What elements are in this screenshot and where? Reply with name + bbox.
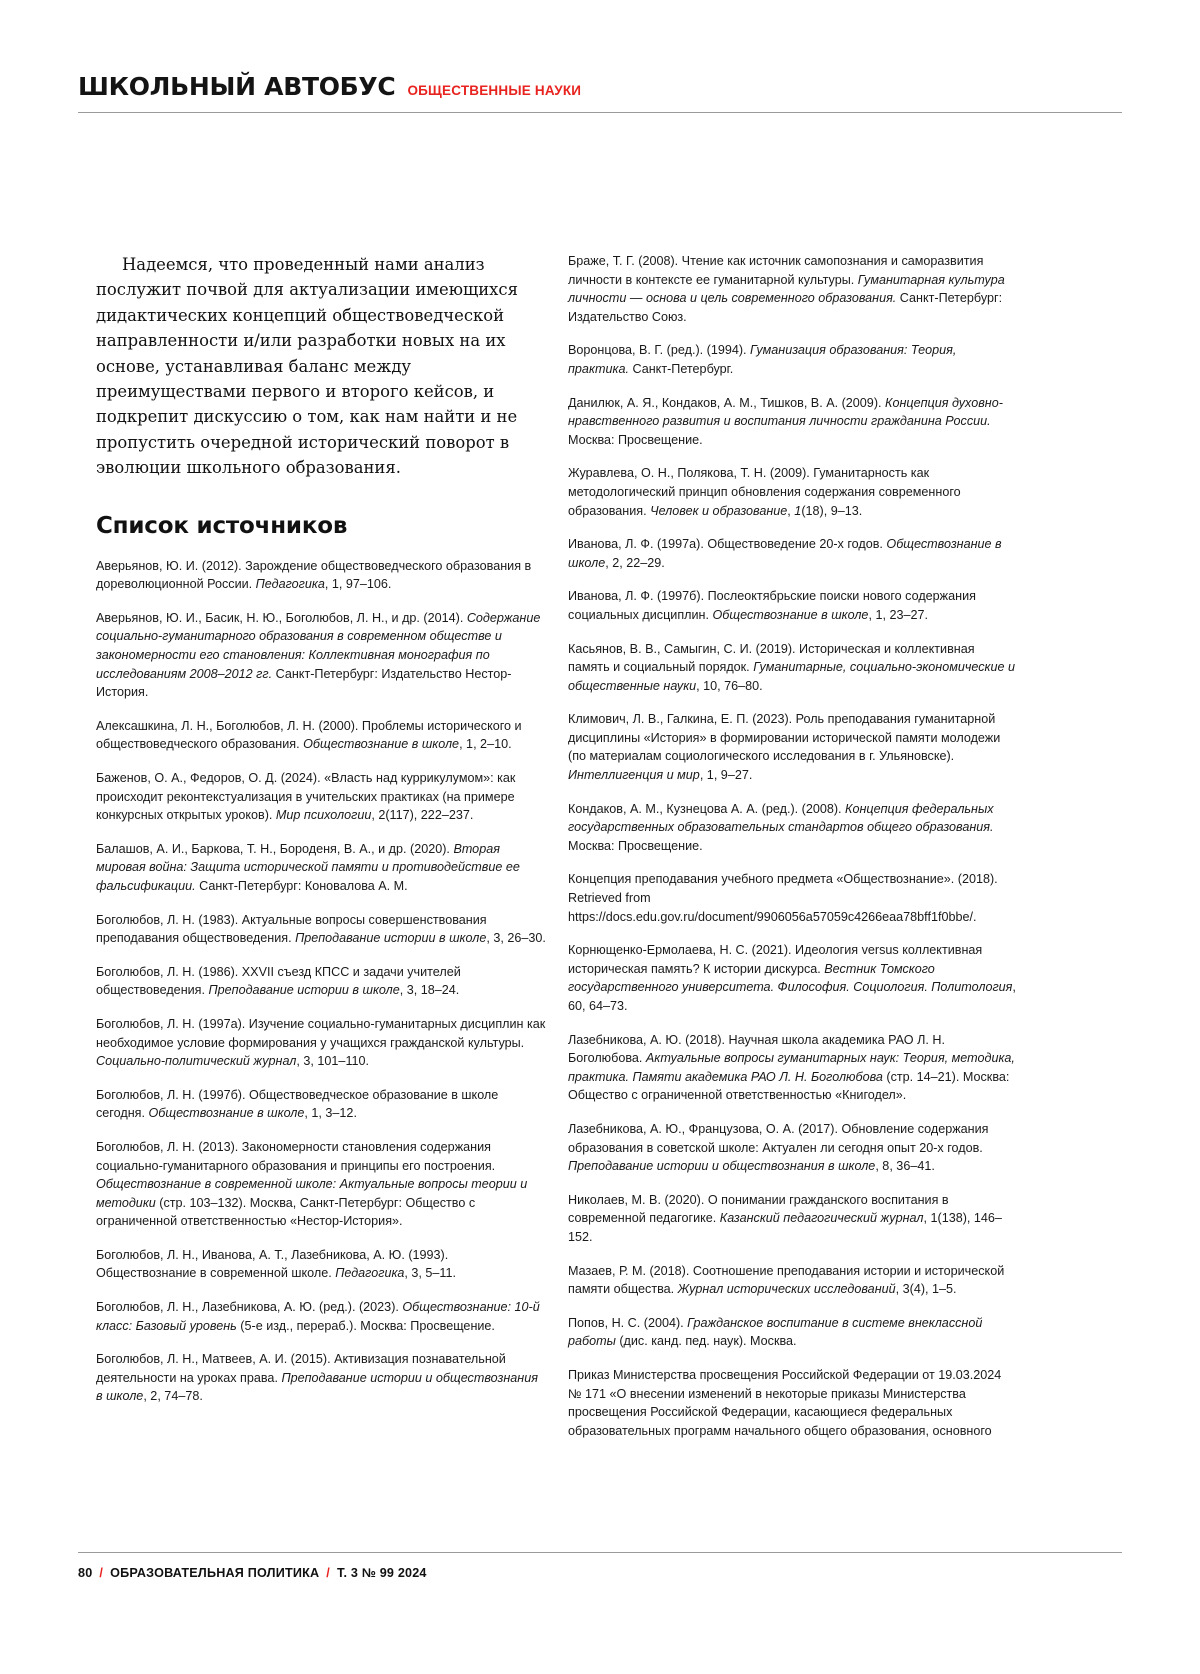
reference-entry bbox=[568, 1031, 1018, 1105]
reference-entry bbox=[568, 464, 1018, 520]
reference-text-segment: , 8, 36–41. bbox=[875, 1159, 935, 1174]
reference-italic-segment: Гуманитарные, социально-экономические и общественные науки bbox=[568, 660, 1015, 693]
reference-italic-segment: Педагогика bbox=[335, 1266, 405, 1281]
reference-italic-segment: Человек и образование bbox=[650, 503, 788, 518]
reference-text-segment: (18), 9–13. bbox=[801, 503, 863, 518]
reference-entry bbox=[568, 800, 1018, 856]
reference-text-segment: , 1(138), 146–152. bbox=[568, 1211, 1002, 1244]
reference-italic-segment: Мир психологии bbox=[275, 808, 372, 823]
reference-italic-segment: Социально-политический журнал bbox=[96, 1054, 297, 1069]
reference-text-segment: Боголюбов, Л. Н. (1997б). Обществоведческое образование в школе сегодня. bbox=[96, 1087, 499, 1121]
reference-text-segment: Боголюбов, Л. Н. (1986). XXVII съезд КПСС и задачи учителей обществоведения. bbox=[96, 964, 461, 998]
reference-entry bbox=[96, 609, 546, 702]
reference-text-segment: , bbox=[787, 503, 795, 518]
reference-list-right bbox=[568, 252, 1018, 1440]
reference-text-segment: , 3, 26–30. bbox=[486, 931, 546, 946]
footer-page-number: 80 bbox=[78, 1566, 93, 1580]
reference-entry bbox=[568, 870, 1018, 926]
reference-entry bbox=[568, 394, 1018, 450]
reference-text-segment: (дис. канд. пед. наук). Москва. bbox=[615, 1334, 797, 1349]
reference-italic-segment: Обществознание в школе bbox=[148, 1106, 305, 1121]
reference-text-segment: , 1, 97–106. bbox=[324, 577, 392, 592]
reference-entry bbox=[96, 557, 546, 594]
reference-entry bbox=[96, 1350, 546, 1406]
reference-italic-segment: Журнал исторических исследований bbox=[677, 1282, 896, 1297]
page-header bbox=[78, 72, 1122, 101]
reference-text-segment: Воронцова, В. Г. (ред.). (1994). bbox=[568, 343, 751, 358]
reference-italic-segment: Преподавание истории в школе bbox=[208, 983, 400, 998]
reference-text-segment: , 3, 5–11. bbox=[404, 1266, 457, 1281]
reference-text-segment: Кондаков, А. М., Кузнецова А. А. (ред.). (2008). bbox=[568, 801, 846, 816]
reference-italic-segment: Преподавание истории и обществознания в школе bbox=[568, 1159, 876, 1174]
header-title: ШКОЛЬНЫЙ АВТОБУС bbox=[78, 72, 396, 101]
reference-text-segment: Корнющенко-Ермолаева, Н. С. (2021). Идеология versus коллективная историческая память? К истории дискурса. bbox=[568, 943, 983, 976]
header-divider bbox=[78, 112, 1122, 113]
reference-text-segment: Попов, Н. С. (2004). bbox=[568, 1315, 688, 1330]
reference-entry bbox=[568, 1262, 1018, 1299]
reference-italic-segment: Концепция духовно-нравственного развития и воспитания личности гражданина России. bbox=[568, 395, 1003, 429]
reference-text-segment: , 2, 74–78. bbox=[143, 1389, 203, 1404]
reference-entry bbox=[568, 535, 1018, 572]
reference-italic-segment: Гражданское воспитание в системе внеклассной работы bbox=[568, 1315, 983, 1349]
reference-entry bbox=[96, 1086, 546, 1123]
right-column bbox=[568, 252, 1018, 1455]
reference-text-segment: , 2(117), 222–237. bbox=[371, 808, 474, 823]
reference-text-segment: Лазебникова, А. Ю., Французова, О. А. (2017). Обновление содержания образования в советской школе: Актуален ли сегодня опыт 20-х годов. bbox=[568, 1121, 989, 1155]
reference-text-segment: , 1, 9–27. bbox=[699, 768, 753, 783]
reference-text-segment: , 3, 18–24. bbox=[399, 983, 460, 998]
reference-entry bbox=[568, 640, 1018, 696]
footer-journal-name: ОБРАЗОВАТЕЛЬНАЯ ПОЛИТИКА bbox=[110, 1566, 320, 1580]
reference-text-segment: Алексашкина, Л. Н., Боголюбов, Л. Н. (2000). Проблемы исторического и обществоведческого образования. bbox=[96, 718, 522, 752]
reference-italic-segment: Обществознание: 10-й класс: Базовый уровень bbox=[96, 1300, 540, 1333]
reference-text-segment: Иванова, Л. Ф. (1997а). Обществоведение 20-х годов. bbox=[568, 537, 887, 552]
reference-entry bbox=[568, 1120, 1018, 1176]
reference-entry bbox=[96, 840, 546, 896]
reference-text-segment: Мазаев, Р. М. (2018). Соотношение преподавания истории и исторической памяти общества. bbox=[568, 1263, 1005, 1297]
reference-text-segment: Касьянов, В. В., Самыгин, С. И. (2019). Историческая и коллективная память и социальный порядок. bbox=[568, 641, 975, 675]
reference-entry bbox=[568, 1314, 1018, 1351]
reference-entry bbox=[568, 941, 1018, 1015]
reference-text-segment: Санкт-Петербург: Коновалова А. М. bbox=[195, 878, 408, 893]
reference-text-segment: Москва: Просвещение. bbox=[568, 838, 703, 853]
header-subtitle: ОБЩЕСТВЕННЫЕ НАУКИ bbox=[407, 83, 582, 98]
reference-text-segment: , 3(4), 1–5. bbox=[895, 1282, 957, 1297]
reference-text-segment: Санкт-Петербург. bbox=[628, 361, 734, 376]
reference-italic-segment: Казанский педагогический журнал bbox=[719, 1211, 924, 1226]
section-title-sources: Список источников bbox=[96, 512, 348, 539]
reference-italic-segment: Преподавание истории в школе bbox=[295, 931, 487, 946]
reference-text-segment: Аверьянов, Ю. И., Басик, Н. Ю., Боголюбов, Л. Н., и др. (2014). bbox=[96, 610, 467, 625]
reference-italic-segment: Интеллигенция и мир bbox=[568, 768, 700, 783]
reference-text-segment: (5-е изд., перераб.). Москва: Просвещение. bbox=[236, 1318, 495, 1333]
reference-entry bbox=[96, 717, 546, 754]
reference-text-segment: , 1, 23–27. bbox=[868, 607, 928, 622]
reference-italic-segment: Концепция федеральных государственных образовательных стандартов общего образования. bbox=[568, 801, 994, 835]
reference-text-segment: Боголюбов, Л. Н. (1983). Актуальные вопросы совершенствования преподавания обществоведения. bbox=[96, 912, 487, 946]
reference-text-segment: (стр. 14–21). Москва: Общество с ограниченной ответственностью «Книгодел». bbox=[568, 1069, 1010, 1103]
footer-divider bbox=[78, 1552, 1122, 1553]
footer-volume: Т. 3 № 99 2024 bbox=[337, 1566, 427, 1580]
reference-italic-segment: Гуманизация образования: Теория, практика. bbox=[568, 343, 957, 376]
reference-text-segment: , 1, 2–10. bbox=[459, 737, 512, 752]
reference-text-segment: Браже, Т. Г. (2008). Чтение как источник самопознания и саморазвития личности в контексте ее гуманитарной культуры. bbox=[568, 254, 984, 287]
reference-text-segment: , 3, 101–110. bbox=[296, 1054, 370, 1069]
reference-text-segment: , 1, 3–12. bbox=[304, 1106, 357, 1121]
reference-italic-segment: Содержание социально-гуманитарного образования в современном обществе и закономерности его становления: Коллективная монография по исследованиям 2008–2012 гг. bbox=[96, 610, 541, 681]
reference-text-segment: Боголюбов, Л. Н. (1997а). Изучение социально-гуманитарных дисциплин как необходимое условие формирования у учащихся гражданской культуры. bbox=[96, 1016, 546, 1050]
reference-italic-segment: Обществознание в школе bbox=[303, 737, 460, 752]
reference-text-segment: Балашов, А. И., Баркова, Т. Н., Бороденя, В. А., и др. (2020). bbox=[96, 841, 454, 856]
reference-italic-segment: Гуманитарная культура личности — основа и цель современного образования. bbox=[568, 272, 1005, 306]
reference-text-segment: , 10, 76–80. bbox=[696, 678, 763, 693]
reference-text-segment: Иванова, Л. Ф. (1997б). Послеоктябрьские поиски нового содержания социальных дисциплин. bbox=[568, 589, 976, 622]
reference-text-segment: Приказ Министерства просвещения Российской Федерации от 19.03.2024 № 171 «О внесении изменений в некоторые приказы Министерства просвещения Российской Федерации, касающиеся федеральных образовательных программ начального общего образования, основного bbox=[568, 1367, 1002, 1438]
reference-text-segment: Москва: Просвещение. bbox=[568, 432, 703, 447]
page-footer bbox=[78, 1566, 427, 1580]
reference-italic-segment: Обществознание в школе bbox=[568, 537, 1002, 570]
reference-italic-segment: Актуальные вопросы гуманитарных наук: Теория, методика, практика. Памяти академика РАО Л. Н. Боголюбова bbox=[568, 1051, 1015, 1084]
reference-text-segment: (стр. 103–132). Москва, Санкт-Петербург: Общество с ограниченной ответственностью «Нестор-История». bbox=[96, 1195, 476, 1229]
intro-paragraph: Надеемся, что проведенный нами анализ послужит почвой для актуализации имеющихся дидактических концепций обществоведческой направленности и/или разработки новых на их основе, устанавливая баланс между преимуществами первого и второго кейсов, и подкрепит дискуссию о том, как нам найти и не пропустить очередной исторический поворот в эволюции школьного образования. bbox=[96, 255, 518, 478]
reference-italic-segment: 1 bbox=[794, 503, 802, 518]
reference-entry bbox=[96, 963, 546, 1000]
reference-text-segment: Аверьянов, Ю. И. (2012). Зарождение обществоведческого образования в дореволюционной России. bbox=[96, 558, 532, 592]
reference-text-segment: , 2, 22–29. bbox=[605, 555, 665, 570]
reference-italic-segment: Обществознание в современной школе: Актуальные вопросы теории и методики bbox=[96, 1177, 528, 1210]
left-column bbox=[96, 252, 546, 1421]
reference-entry bbox=[96, 1246, 546, 1283]
reference-entry bbox=[96, 1298, 546, 1335]
reference-entry bbox=[568, 341, 1018, 378]
reference-text-segment: Концепция преподавания учебного предмета «Обществознание». (2018). Retrieved from https://docs.edu.gov.ru/document/9906056a57059c4266eaa78bff1f0bbe/. bbox=[568, 872, 998, 924]
reference-text-segment: Боголюбов, Л. Н. (2013). Закономерности становления содержания социально-гуманитарного образования и принципы его построения. bbox=[96, 1139, 496, 1173]
reference-italic-segment: Преподавание истории и обществознания в школе bbox=[96, 1370, 538, 1404]
reference-italic-segment: Обществознание в школе bbox=[712, 607, 869, 622]
reference-text-segment: Климович, Л. В., Галкина, Е. П. (2023). Роль преподавания гуманитарной дисциплины «История» в формировании исторической памяти молодежи (по материалам социологического исследования в г. Ульяновске). bbox=[568, 712, 1001, 764]
reference-text-segment: Баженов, О. А., Федоров, О. Д. (2024). «Власть над куррикулумом»: как происходит реконтекстуализация в учительских практиках (на примере конкурсных открытых уроков). bbox=[96, 771, 516, 823]
reference-text-segment: Николаев, М. В. (2020). О понимании гражданского воспитания в современной педагогике. bbox=[568, 1192, 949, 1226]
reference-list-left bbox=[96, 557, 546, 1406]
footer-separator-2: / bbox=[326, 1566, 330, 1580]
reference-entry bbox=[568, 710, 1018, 784]
reference-italic-segment: Вестник Томского государственного университета. Философия. Социология. Политология bbox=[568, 961, 1013, 995]
footer-separator-1: / bbox=[99, 1566, 104, 1580]
reference-entry bbox=[96, 769, 546, 825]
reference-text-segment: Журавлева, О. Н., Полякова, Т. Н. (2009). Гуманитарность как методологический принцип обновления содержания современного образования. bbox=[568, 466, 961, 518]
reference-text-segment: Санкт-Петербург: Издательство Нестор-История. bbox=[96, 666, 512, 700]
reference-text-segment: Боголюбов, Л. Н., Иванова, А. Т., Лазебникова, А. Ю. (1993). Обществознание в современной школе. bbox=[96, 1247, 449, 1281]
reference-entry bbox=[568, 1191, 1018, 1247]
reference-entry bbox=[96, 1015, 546, 1071]
reference-text-segment: Лазебникова, А. Ю. (2018). Научная школа академика РАО Л. Н. Боголюбова. bbox=[568, 1032, 945, 1066]
reference-text-segment: , 60, 64–73. bbox=[568, 980, 1016, 1013]
reference-entry bbox=[568, 252, 1018, 326]
reference-text-segment: Боголюбов, Л. Н., Лазебникова, А. Ю. (ред.). (2023). bbox=[96, 1300, 403, 1315]
reference-entry bbox=[568, 587, 1018, 624]
reference-entry bbox=[96, 911, 546, 948]
reference-italic-segment: Вторая мировая война: Защита исторической памяти и противодействие ее фальсификации. bbox=[96, 841, 520, 893]
reference-italic-segment: Педагогика bbox=[255, 577, 325, 592]
reference-entry bbox=[568, 1366, 1018, 1440]
reference-text-segment: Боголюбов, Л. Н., Матвеев, А. И. (2015). Активизация познавательной деятельности на уроках права. bbox=[96, 1352, 506, 1385]
reference-entry bbox=[96, 1138, 546, 1231]
reference-text-segment: Санкт-Петербург: Издательство Союз. bbox=[568, 291, 1003, 324]
reference-text-segment: Данилюк, А. Я., Кондаков, А. М., Тишков, В. А. (2009). bbox=[568, 395, 886, 410]
